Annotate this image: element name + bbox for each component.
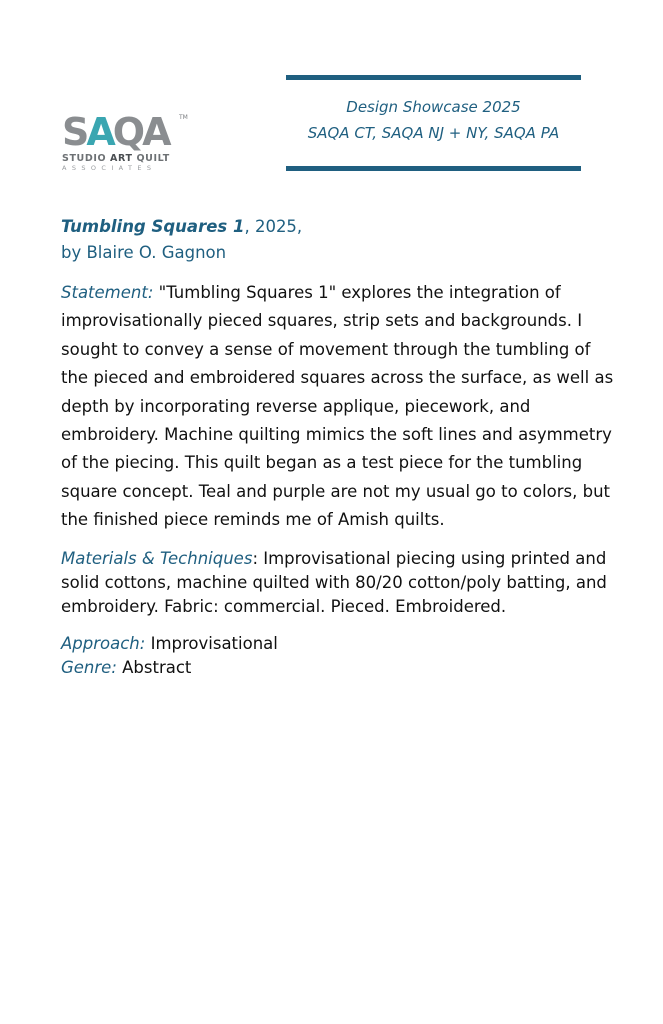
artwork-artist: by Blaire O. Gagnon [61,243,227,262]
logo-word-studio: STUDIO [62,153,111,164]
logo-tagline-associates: ASSOCIATES [62,164,157,172]
saqa-logo [62,112,194,178]
artwork-details [61,214,621,680]
statement-text: "Tumbling Squares 1" explores the integration of improvisationally pieced squares, strip sets and backgrounds. I sought to convey a sense of movement through the tumbling of the pieced and embroidered squares across the surface, as well as depth by incorporating reverse applique, piecework, and embroidery. Machine quilting mimics the soft lines and asymmetry of the piecing. This quilt began as a test piece for the tumbling square concept. Teal and purple are not my usual go to colors, but the finished piece reminds me of Amish quilts. [61,283,614,530]
approach-label: Approach: [61,633,146,653]
header-rule-bottom [286,166,581,171]
header-rule-top [286,75,581,80]
artwork-meta [61,632,621,680]
genre-label: Genre: [61,657,117,677]
approach-value: Improvisational [145,633,278,653]
logo-letter-s: S [62,110,87,154]
saqa-logo-mark [62,112,194,152]
showcase-regions: SAQA CT, SAQA NJ + NY, SAQA PA [307,124,560,142]
artwork-year: , 2025, [244,217,303,236]
statement-label: Statement: [61,283,154,302]
genre-value: Abstract [116,657,192,677]
materials-techniques [61,547,621,619]
artwork-title-line [61,214,621,240]
showcase-title: Design Showcase 2025 [346,98,521,116]
artwork-title: Tumbling Squares 1 [61,217,245,236]
logo-trademark: TM [179,114,188,121]
showcase-heading [286,94,581,146]
logo-letter-a-teal: A [86,110,113,154]
artist-statement [61,279,621,535]
materials-label: Materials & Techniques [61,548,253,568]
logo-letters-qa: QA [112,110,169,154]
logo-tagline-studio-art-quilt [62,153,194,164]
approach-row [61,632,621,656]
logo-word-art: ART [110,153,133,164]
logo-word-quilt: QUILT [132,153,170,164]
genre-row [61,656,621,680]
materials-text: : Improvisational piecing using printed and solid cottons, machine quilted with 80/20 cotton/poly batting, and embroidery. Fabric: commercial. Pieced. Embroidered. [61,548,607,616]
